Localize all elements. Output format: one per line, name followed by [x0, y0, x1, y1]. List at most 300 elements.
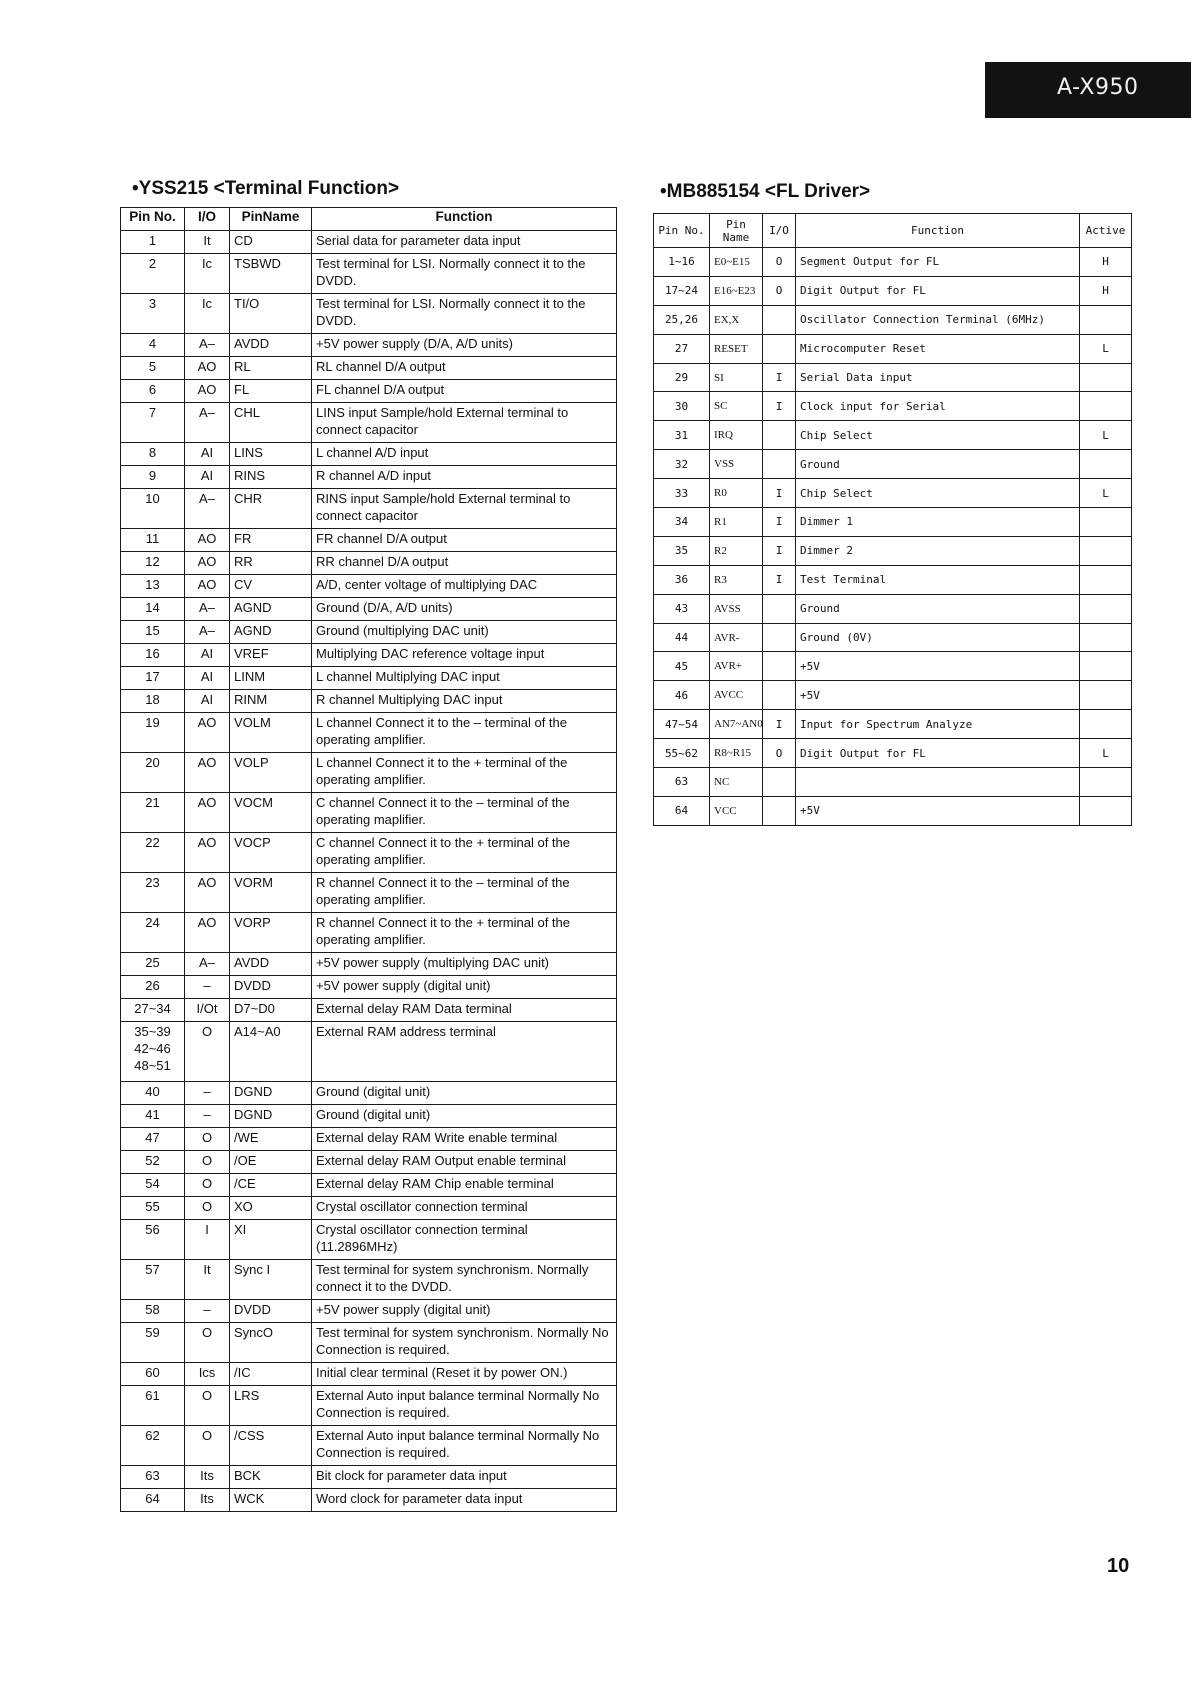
function-cell: L channel Multiplying DAC input — [312, 667, 617, 690]
function-cell: Digit Output for FL — [796, 276, 1080, 305]
pin-cell: 8 — [121, 443, 185, 466]
function-cell: Ground (0V) — [796, 623, 1080, 652]
function-cell: Input for Spectrum Analyze — [796, 710, 1080, 739]
io-cell: – — [185, 976, 230, 999]
io-cell: AO — [185, 529, 230, 552]
table-row — [654, 363, 1132, 392]
pin-name-cell: SI — [710, 363, 763, 392]
table-row — [654, 536, 1132, 565]
function-cell: Ground — [796, 594, 1080, 623]
pin-cell: 64 — [654, 796, 710, 825]
function-cell: Microcomputer Reset — [796, 334, 1080, 363]
io-cell — [763, 652, 796, 681]
column-header: Pin Name — [710, 214, 763, 248]
pin-cell: 41 — [121, 1105, 185, 1128]
io-cell: AO — [185, 380, 230, 403]
table-row — [121, 466, 617, 489]
table-row — [121, 489, 617, 529]
function-cell: Multiplying DAC reference voltage input — [312, 644, 617, 667]
pin-name-cell: VSS — [710, 450, 763, 479]
pin-name-cell: RINS — [230, 466, 312, 489]
function-cell: Initial clear terminal (Reset it by power ON.) — [312, 1363, 617, 1386]
io-cell: I — [185, 1220, 230, 1260]
pin-name-cell: A14~A0 — [230, 1022, 312, 1082]
pin-name-cell: AVSS — [710, 594, 763, 623]
pin-name-cell: EX,X — [710, 305, 763, 334]
pin-name-cell: FL — [230, 380, 312, 403]
function-cell: +5V power supply (multiplying DAC unit) — [312, 953, 617, 976]
function-cell — [796, 768, 1080, 797]
pin-name-cell: CD — [230, 231, 312, 254]
pin-cell: 18 — [121, 690, 185, 713]
table-row — [654, 508, 1132, 537]
page-number: 10 — [1107, 1555, 1130, 1577]
pin-cell: 9 — [121, 466, 185, 489]
pin-cell: 25 — [121, 953, 185, 976]
io-cell: AO — [185, 552, 230, 575]
pin-cell: 15 — [121, 621, 185, 644]
io-cell: – — [185, 1105, 230, 1128]
pin-name-cell: DGND — [230, 1105, 312, 1128]
pin-cell: 58 — [121, 1300, 185, 1323]
column-header: PinName — [230, 208, 312, 231]
pin-cell: 46 — [654, 681, 710, 710]
pin-name-cell: R2 — [710, 536, 763, 565]
pin-name-cell: VOCM — [230, 793, 312, 833]
pin-name-cell: /CE — [230, 1174, 312, 1197]
active-cell — [1080, 623, 1132, 652]
io-cell: A– — [185, 598, 230, 621]
table-row — [121, 294, 617, 334]
table-row — [121, 403, 617, 443]
pin-name-cell: VREF — [230, 644, 312, 667]
pin-name-cell: BCK — [230, 1466, 312, 1489]
io-cell: Ic — [185, 294, 230, 334]
pin-name-cell: DVDD — [230, 1300, 312, 1323]
function-cell: L channel A/D input — [312, 443, 617, 466]
pin-cell: 5 — [121, 357, 185, 380]
table-row — [121, 1386, 617, 1426]
pin-cell: 11 — [121, 529, 185, 552]
function-cell: RL channel D/A output — [312, 357, 617, 380]
io-cell: AI — [185, 644, 230, 667]
pin-name-cell: VOCP — [230, 833, 312, 873]
io-cell: A– — [185, 489, 230, 529]
pin-name-cell: AGND — [230, 598, 312, 621]
function-cell: Ground (digital unit) — [312, 1082, 617, 1105]
table-row — [121, 231, 617, 254]
io-cell: – — [185, 1300, 230, 1323]
pin-name-cell: DVDD — [230, 976, 312, 999]
table-row — [654, 450, 1132, 479]
table-row — [654, 334, 1132, 363]
io-cell: O — [763, 248, 796, 277]
pin-name-cell: AVR+ — [710, 652, 763, 681]
table-row — [121, 1128, 617, 1151]
function-cell: RR channel D/A output — [312, 552, 617, 575]
pin-name-cell: R0 — [710, 479, 763, 508]
table-row — [121, 357, 617, 380]
io-cell: O — [185, 1151, 230, 1174]
table-row — [121, 667, 617, 690]
pin-cell: 20 — [121, 753, 185, 793]
table-row — [121, 976, 617, 999]
pin-name-cell: AVCC — [710, 681, 763, 710]
pin-name-cell: TSBWD — [230, 254, 312, 294]
io-cell — [763, 681, 796, 710]
pin-cell: 62 — [121, 1426, 185, 1466]
pin-name-cell: R1 — [710, 508, 763, 537]
active-cell — [1080, 392, 1132, 421]
io-cell: AI — [185, 690, 230, 713]
pin-cell: 55~62 — [654, 739, 710, 768]
pin-name-cell: /CSS — [230, 1426, 312, 1466]
table-row — [121, 254, 617, 294]
pin-cell: 63 — [654, 768, 710, 797]
function-cell: Word clock for parameter data input — [312, 1489, 617, 1512]
column-header: Function — [312, 208, 617, 231]
column-header: Active — [1080, 214, 1132, 248]
active-cell: L — [1080, 739, 1132, 768]
io-cell: AO — [185, 913, 230, 953]
pin-name-cell: AVR- — [710, 623, 763, 652]
model-tab: A-X950 — [985, 62, 1191, 118]
function-cell: Ground (D/A, A/D units) — [312, 598, 617, 621]
io-cell: O — [185, 1128, 230, 1151]
io-cell: O — [763, 276, 796, 305]
function-cell: Crystal oscillator connection terminal — [312, 1197, 617, 1220]
active-cell — [1080, 450, 1132, 479]
yss215-table — [120, 207, 617, 1512]
io-cell — [763, 450, 796, 479]
function-cell: Chip Select — [796, 421, 1080, 450]
table-row — [654, 565, 1132, 594]
table-row — [121, 1300, 617, 1323]
active-cell — [1080, 305, 1132, 334]
io-cell: I — [763, 565, 796, 594]
column-header: Pin No. — [121, 208, 185, 231]
table-row — [121, 1260, 617, 1300]
table-row — [121, 598, 617, 621]
function-cell: L channel Connect it to the – terminal of the operating amplifier. — [312, 713, 617, 753]
pin-name-cell: E16~E23 — [710, 276, 763, 305]
pin-cell: 26 — [121, 976, 185, 999]
pin-name-cell: Sync I — [230, 1260, 312, 1300]
function-cell: External RAM address terminal — [312, 1022, 617, 1082]
table-row — [121, 575, 617, 598]
function-cell: Test Terminal — [796, 565, 1080, 594]
table-row — [654, 681, 1132, 710]
pin-cell: 21 — [121, 793, 185, 833]
function-cell: Test terminal for system synchronism. Normally connect it to the DVDD. — [312, 1260, 617, 1300]
table-row — [121, 1082, 617, 1105]
table-row — [121, 753, 617, 793]
function-cell: +5V — [796, 652, 1080, 681]
function-cell: Serial data for parameter data input — [312, 231, 617, 254]
io-cell: A– — [185, 334, 230, 357]
pin-cell: 14 — [121, 598, 185, 621]
table-row — [654, 248, 1132, 277]
function-cell: Crystal oscillator connection terminal (11.2896MHz) — [312, 1220, 617, 1260]
function-cell: C channel Connect it to the – terminal of the operating maplifier. — [312, 793, 617, 833]
function-cell: Clock input for Serial — [796, 392, 1080, 421]
pin-cell: 55 — [121, 1197, 185, 1220]
table-row — [121, 1489, 617, 1512]
table-row — [121, 1022, 617, 1082]
table-row — [121, 621, 617, 644]
table-row — [654, 623, 1132, 652]
function-cell: Dimmer 2 — [796, 536, 1080, 565]
pin-cell: 52 — [121, 1151, 185, 1174]
io-cell: AO — [185, 713, 230, 753]
table-row — [121, 1323, 617, 1363]
function-cell: Test terminal for LSI. Normally connect it to the DVDD. — [312, 294, 617, 334]
pin-name-cell: SC — [710, 392, 763, 421]
pin-cell: 1 — [121, 231, 185, 254]
pin-cell: 16 — [121, 644, 185, 667]
column-header: Pin No. — [654, 214, 710, 248]
function-cell: R channel Connect it to the + terminal of the operating amplifier. — [312, 913, 617, 953]
function-cell: External Auto input balance terminal Normally No Connection is required. — [312, 1426, 617, 1466]
pin-cell: 33 — [654, 479, 710, 508]
pin-name-cell: VCC — [710, 796, 763, 825]
function-cell: RINS input Sample/hold External terminal to connect capacitor — [312, 489, 617, 529]
active-cell: L — [1080, 421, 1132, 450]
mb885154-title: •MB885154 <FL Driver> — [660, 181, 871, 202]
function-cell: Ground (digital unit) — [312, 1105, 617, 1128]
function-cell: Segment Output for FL — [796, 248, 1080, 277]
yss215-title: •YSS215 <Terminal Function> — [132, 178, 400, 199]
function-cell: +5V power supply (digital unit) — [312, 1300, 617, 1323]
pin-cell: 24 — [121, 913, 185, 953]
pin-cell: 4 — [121, 334, 185, 357]
pin-cell: 30 — [654, 392, 710, 421]
pin-name-cell: CHR — [230, 489, 312, 529]
pin-name-cell: /IC — [230, 1363, 312, 1386]
pin-name-cell: /OE — [230, 1151, 312, 1174]
pin-cell: 12 — [121, 552, 185, 575]
io-cell: Ic — [185, 254, 230, 294]
table-row — [121, 1151, 617, 1174]
function-cell: External delay RAM Chip enable terminal — [312, 1174, 617, 1197]
function-cell: External delay RAM Data terminal — [312, 999, 617, 1022]
function-cell: Dimmer 1 — [796, 508, 1080, 537]
io-cell: O — [185, 1022, 230, 1082]
pin-cell: 7 — [121, 403, 185, 443]
table-row — [121, 552, 617, 575]
active-cell — [1080, 768, 1132, 797]
pin-name-cell: VOLM — [230, 713, 312, 753]
active-cell: H — [1080, 248, 1132, 277]
pin-cell: 17~24 — [654, 276, 710, 305]
pin-name-cell: LINM — [230, 667, 312, 690]
function-cell: FR channel D/A output — [312, 529, 617, 552]
pin-name-cell: AVDD — [230, 953, 312, 976]
pin-cell: 29 — [654, 363, 710, 392]
io-cell: AO — [185, 833, 230, 873]
table-row — [121, 443, 617, 466]
function-cell: External delay RAM Output enable terminal — [312, 1151, 617, 1174]
function-cell: R channel Connect it to the – terminal of the operating amplifier. — [312, 873, 617, 913]
function-cell: +5V power supply (digital unit) — [312, 976, 617, 999]
table-row — [121, 1174, 617, 1197]
table-row — [121, 1363, 617, 1386]
pin-name-cell: NC — [710, 768, 763, 797]
io-cell: AI — [185, 466, 230, 489]
active-cell — [1080, 363, 1132, 392]
pin-name-cell: VOLP — [230, 753, 312, 793]
pin-cell: 57 — [121, 1260, 185, 1300]
pin-name-cell: CHL — [230, 403, 312, 443]
io-cell: It — [185, 231, 230, 254]
active-cell — [1080, 536, 1132, 565]
pin-cell: 10 — [121, 489, 185, 529]
pin-name-cell: RR — [230, 552, 312, 575]
pin-cell: 43 — [654, 594, 710, 623]
pin-cell: 32 — [654, 450, 710, 479]
function-cell: Test terminal for system synchronism. Normally No Connection is required. — [312, 1323, 617, 1363]
io-cell: It — [185, 1260, 230, 1300]
table-row — [121, 334, 617, 357]
io-cell: O — [185, 1174, 230, 1197]
active-cell — [1080, 681, 1132, 710]
io-cell — [763, 421, 796, 450]
io-cell: I — [763, 710, 796, 739]
pin-name-cell: XI — [230, 1220, 312, 1260]
io-cell: O — [185, 1386, 230, 1426]
io-cell: AI — [185, 443, 230, 466]
table-row — [654, 652, 1132, 681]
column-header: Function — [796, 214, 1080, 248]
pin-cell: 22 — [121, 833, 185, 873]
pin-cell: 47~54 — [654, 710, 710, 739]
pin-name-cell: FR — [230, 529, 312, 552]
pin-name-cell: WCK — [230, 1489, 312, 1512]
table-row — [121, 953, 617, 976]
pin-name-cell: RINM — [230, 690, 312, 713]
table-row — [654, 710, 1132, 739]
column-header: I/O — [185, 208, 230, 231]
io-cell — [763, 594, 796, 623]
io-cell: I — [763, 479, 796, 508]
pin-cell: 1~16 — [654, 248, 710, 277]
table-row — [654, 392, 1132, 421]
pin-cell: 40 — [121, 1082, 185, 1105]
active-cell — [1080, 710, 1132, 739]
table-row — [121, 833, 617, 873]
io-cell — [763, 768, 796, 797]
pin-cell: 61 — [121, 1386, 185, 1426]
function-cell: External delay RAM Write enable terminal — [312, 1128, 617, 1151]
table-row — [654, 421, 1132, 450]
pin-name-cell: /WE — [230, 1128, 312, 1151]
table-row — [654, 305, 1132, 334]
table-row — [121, 999, 617, 1022]
active-cell — [1080, 796, 1132, 825]
table-row — [121, 380, 617, 403]
table-row — [654, 739, 1132, 768]
pin-cell: 56 — [121, 1220, 185, 1260]
pin-cell: 23 — [121, 873, 185, 913]
function-cell: External Auto input balance terminal Normally No Connection is required. — [312, 1386, 617, 1426]
active-cell — [1080, 508, 1132, 537]
io-cell: – — [185, 1082, 230, 1105]
pin-name-cell: TI/O — [230, 294, 312, 334]
io-cell: O — [763, 739, 796, 768]
function-cell: R channel A/D input — [312, 466, 617, 489]
io-cell: O — [185, 1197, 230, 1220]
pin-name-cell: RESET — [710, 334, 763, 363]
pin-cell: 27 — [654, 334, 710, 363]
function-cell: +5V — [796, 796, 1080, 825]
function-cell: +5V power supply (D/A, A/D units) — [312, 334, 617, 357]
active-cell: H — [1080, 276, 1132, 305]
pin-cell: 35 — [654, 536, 710, 565]
table-row — [121, 529, 617, 552]
pin-name-cell: D7~D0 — [230, 999, 312, 1022]
pin-cell: 64 — [121, 1489, 185, 1512]
pin-name-cell: E0~E15 — [710, 248, 763, 277]
pin-cell: 19 — [121, 713, 185, 753]
pin-name-cell: SyncO — [230, 1323, 312, 1363]
pin-cell: 36 — [654, 565, 710, 594]
io-cell — [763, 796, 796, 825]
function-cell: Test terminal for LSI. Normally connect it to the DVDD. — [312, 254, 617, 294]
io-cell: I — [763, 363, 796, 392]
io-cell: I — [763, 508, 796, 537]
pin-cell: 31 — [654, 421, 710, 450]
io-cell: Ics — [185, 1363, 230, 1386]
io-cell — [763, 623, 796, 652]
active-cell — [1080, 652, 1132, 681]
pin-name-cell: AVDD — [230, 334, 312, 357]
table-row — [121, 913, 617, 953]
function-cell: Ground — [796, 450, 1080, 479]
io-cell: Its — [185, 1466, 230, 1489]
pin-name-cell: CV — [230, 575, 312, 598]
table-row — [654, 594, 1132, 623]
table-row — [121, 793, 617, 833]
io-cell: AI — [185, 667, 230, 690]
pin-name-cell: AN7~AN0 — [710, 710, 763, 739]
function-cell: C channel Connect it to the + terminal of the operating amplifier. — [312, 833, 617, 873]
pin-name-cell: VORP — [230, 913, 312, 953]
function-cell: R channel Multiplying DAC input — [312, 690, 617, 713]
table-row — [654, 276, 1132, 305]
table-row — [654, 768, 1132, 797]
function-cell: Digit Output for FL — [796, 739, 1080, 768]
function-cell: +5V — [796, 681, 1080, 710]
io-cell: AO — [185, 793, 230, 833]
function-cell: Oscillator Connection Terminal (6MHz) — [796, 305, 1080, 334]
io-cell — [763, 334, 796, 363]
pin-cell: 63 — [121, 1466, 185, 1489]
io-cell: AO — [185, 357, 230, 380]
pin-name-cell: DGND — [230, 1082, 312, 1105]
pin-cell: 59 — [121, 1323, 185, 1363]
pin-name-cell: VORM — [230, 873, 312, 913]
pin-name-cell: XO — [230, 1197, 312, 1220]
pin-name-cell: LRS — [230, 1386, 312, 1426]
active-cell: L — [1080, 479, 1132, 508]
table-row — [121, 1197, 617, 1220]
io-cell: Its — [185, 1489, 230, 1512]
pin-cell: 45 — [654, 652, 710, 681]
pin-cell: 47 — [121, 1128, 185, 1151]
io-cell: A– — [185, 621, 230, 644]
pin-cell: 17 — [121, 667, 185, 690]
function-cell: A/D, center voltage of multiplying DAC — [312, 575, 617, 598]
